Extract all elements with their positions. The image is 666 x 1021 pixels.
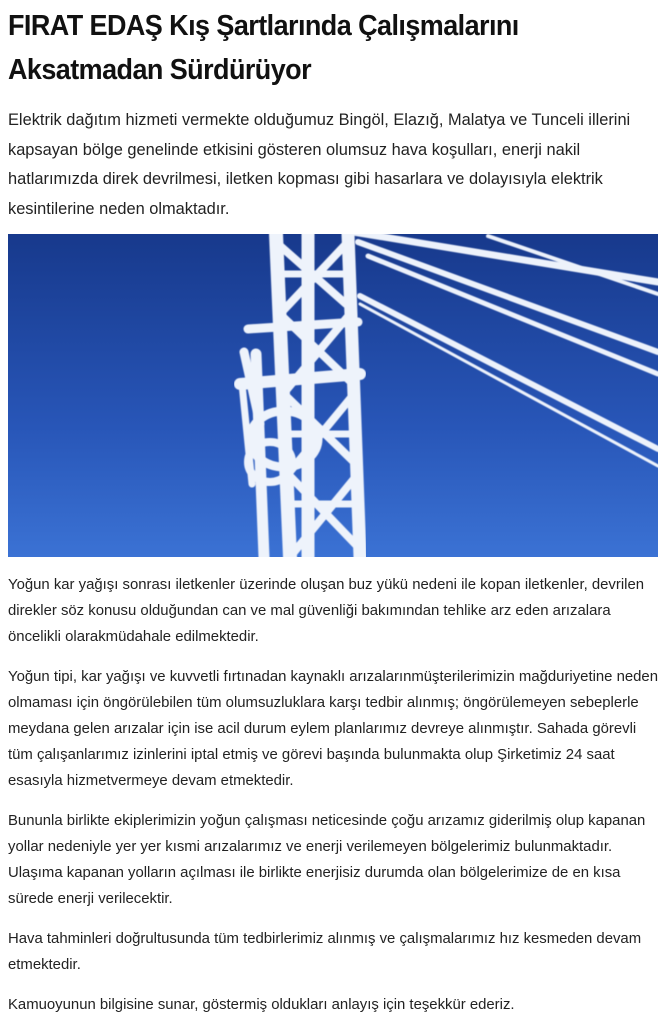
body-paragraph-1: Yoğun kar yağışı sonrası iletkenler üzerinde oluşan buz yükü nedeni ile kopan iletkenler, devrilen direkler söz konusu olduğundan can ve mal güvenliği bakımından tehlike arz eden arızalara öncelikli olarakmüdahale edilmektedir. <box>8 577 645 645</box>
title-line-1: FIRAT EDAŞ Kış Şartlarında Çalışmalarını <box>8 10 519 42</box>
lead-paragraph: Elektrik dağıtım hizmeti vermekte olduğumuz Bingöl, Elazığ, Malatya ve Tunceli illerini kapsayan bölge genelinde etkisini gösteren olumsuz hava koşulları, enerji nakil hatlarımızda direk devrilmesi, iletken kopması gibi hasarlara ve dolayısıyla elektrik kesintilerine neden olmaktadır. <box>8 111 631 218</box>
body-paragraph-3: Bununla birlikte ekiplerimizin yoğun çalışması neticesinde çoğu arızamız giderilmiş olup kapanan yollar nedeniyle yer yer kısmi arızalarımız ve enerji verilemeyen bölgelerimiz bulunmaktadır. Ulaşıma kapanan yolların açılması ile birlikte enerjisiz durumda olan bölgelerimize de en kısa sürede enerji verilecektir. <box>8 813 646 907</box>
body-paragraph-5: Kamuoyunun bilgisine sunar, göstermiş oldukları anlayış için teşekkür ederiz. <box>8 997 515 1013</box>
title-line-2: Aksatmadan Sürdürüyor <box>8 54 312 86</box>
article-title <box>8 0 659 92</box>
body-paragraph-2: Yoğun tipi, kar yağışı ve kuvvetli fırtınadan kaynaklı arızalarınmüşterilerimizin mağduriyetine neden olmaması için öngörülebilen tüm olumsuzluklara karşı tedbir alınmış; öngörülemeyen sebeplerle meydana gelen arızalar için ise acil durum eylem planlarımız devreye alınmıştır. Sahada görevli tüm çalışanlarımız izinlerini iptal etmiş ve görevi başında bulunmakta olup Şirketimiz 24 saat esasıyla hizmetvermeye devam etmektedir. <box>8 669 658 789</box>
frozen-pylon-photo <box>8 234 658 557</box>
body-paragraph-4: Hava tahminleri doğrultusunda tüm tedbirlerimiz alınmış ve çalışmalarımız hız kesmeden devam etmektedir. <box>8 931 642 973</box>
